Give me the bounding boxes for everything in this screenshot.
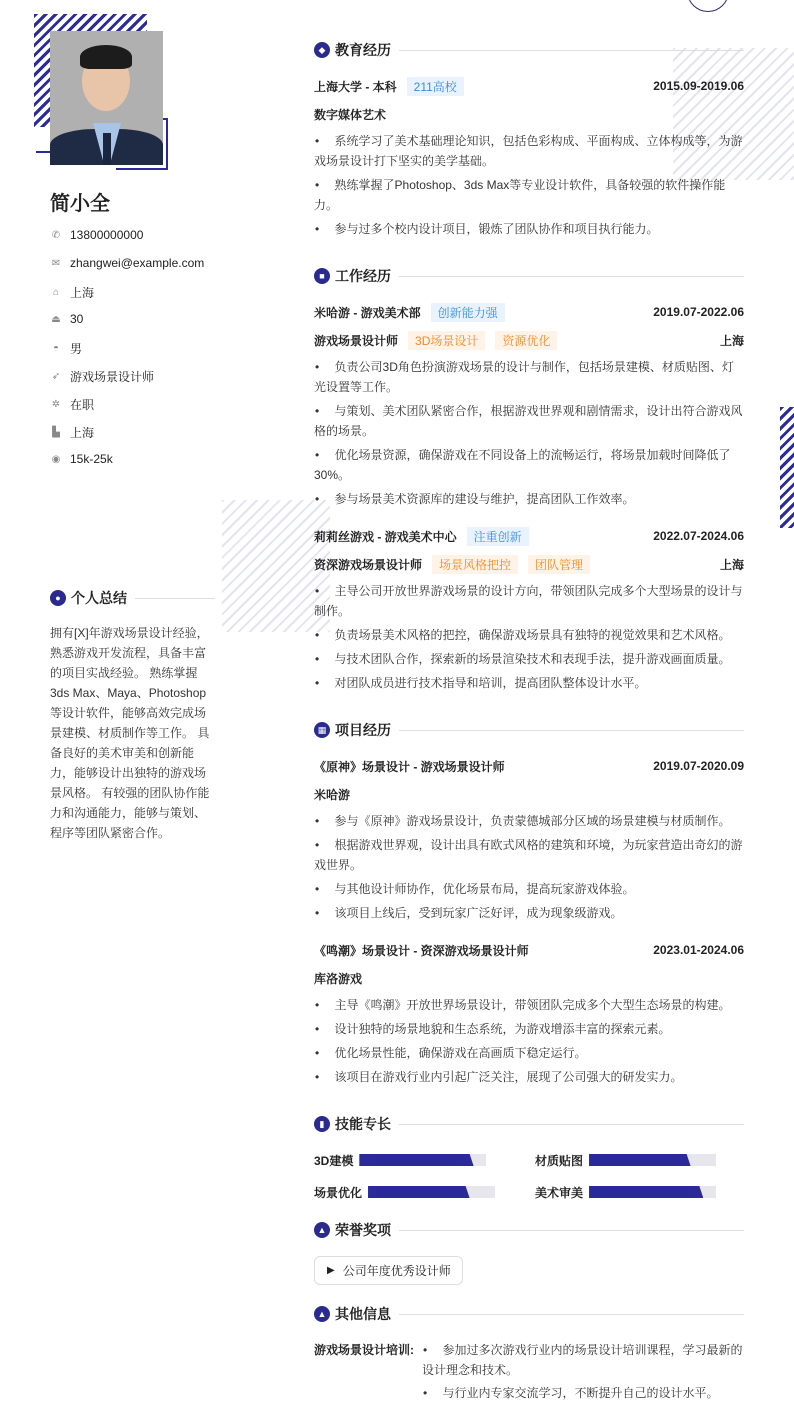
status-icon: ✲ (51, 399, 61, 410)
list-item: • 负责场景美术风格的把控，确保游戏场景具有独特的视觉效果和艺术风格。 (315, 628, 731, 642)
skill-bar (589, 1154, 716, 1166)
person-icon: ◓ (52, 343, 60, 354)
skills-heading (314, 1114, 744, 1134)
graduation-cap-icon: ◆ (314, 42, 330, 58)
phone-icon: ✆ (51, 229, 61, 241)
job-company: 莉莉丝游戏 - 游戏美术中心 (314, 529, 457, 544)
list-item: • 根据游戏世界观，设计出具有欧式风格的建筑和环境，为玩家营造出奇幻的游戏世界。 (314, 838, 743, 872)
education-date: 2015.09-2019.06 (653, 79, 744, 93)
skill-bar (368, 1186, 495, 1198)
job-city: 上海 (719, 333, 744, 348)
list-item: • 与技术团队合作，探索新的场景渲染技术和表现手法，提升游戏画面质量。 (315, 652, 731, 666)
project-date: 2019.07-2020.09 (653, 759, 744, 773)
other-title: 其他信息 (335, 1306, 391, 1322)
list-item: • 对团队成员进行技术指导和培训，提高团队整体设计水平。 (315, 676, 647, 690)
skill-bar-fill (589, 1186, 703, 1198)
projects-section (314, 720, 744, 1091)
skill-item: 材质贴图 (535, 1152, 716, 1168)
award-item[interactable] (314, 1256, 463, 1285)
skill-item: 美术审美 (535, 1184, 716, 1200)
project-name: 《原神》场景设计 - 游戏场景设计师 (314, 759, 505, 774)
profile-name: 简小全 (50, 193, 110, 215)
awards-title: 荣誉奖项 (335, 1222, 391, 1238)
list-item: • 与策划、美术团队紧密合作，根据游戏世界观和剧情需求，设计出符合游戏风格的场景。 (314, 404, 743, 438)
play-icon: ▶ (327, 1265, 335, 1276)
grid-icon: ▦ (314, 722, 330, 738)
job-company: 米哈游 - 游戏美术部 (314, 305, 421, 320)
education-section (314, 40, 744, 243)
list-item: • 优化场景性能，确保游戏在高画质下稳定运行。 (315, 1046, 587, 1060)
school-name: 上海大学 - 本科 (314, 79, 397, 94)
job-role: 资深游戏场景设计师 (314, 557, 423, 572)
age-text: 30 (70, 312, 84, 326)
skill-bar (589, 1186, 716, 1198)
skill-item: 场景优化 (314, 1184, 495, 1200)
other-heading (314, 1304, 744, 1324)
job-date: 2019.07-2022.06 (653, 305, 744, 319)
info-position (50, 368, 154, 385)
info-phone (50, 228, 143, 242)
job-role: 游戏场景设计师 (314, 333, 399, 348)
user-icon: ● (50, 590, 66, 606)
skill-bar-fill (368, 1186, 470, 1198)
email-text: zhangwei@example.com (70, 256, 205, 270)
award-icon: ▲ (314, 1222, 330, 1238)
project-name: 《鸣潮》场景设计 - 资深游戏场景设计师 (314, 943, 529, 958)
project-date: 2023.01-2024.06 (653, 943, 744, 957)
list-item: • 参与过多个校内设计项目，锻炼了团队协作和项目执行能力。 (315, 222, 659, 236)
info-email (50, 256, 204, 270)
education-title: 教育经历 (335, 42, 391, 58)
list-item: • 系统学习了美术基础理论知识，包括色彩构成、平面构成、立体构成等，为游戏场景设计打下坚实的美学基础。 (314, 134, 743, 168)
major: 数字媒体艺术 (314, 107, 387, 122)
phone-text: 13800000000 (70, 228, 144, 242)
list-item: • 设计独特的场景地貌和生态系统，为游戏增添丰富的探索元素。 (315, 1022, 671, 1036)
other-item (314, 1340, 744, 1407)
project-company: 米哈游 (314, 787, 351, 802)
decor-circle (687, 0, 729, 12)
avatar (50, 31, 163, 165)
info-salary (50, 452, 113, 466)
award-label: 公司年度优秀设计师 (342, 1264, 451, 1278)
skills-title: 技能专长 (335, 1116, 391, 1132)
job-tag: 注重创新 (467, 527, 529, 546)
skill-item: 3D建模 (314, 1152, 486, 1168)
summary-title: 个人总结 (71, 590, 127, 606)
money-icon: ◉ (51, 453, 61, 465)
awards-heading (314, 1220, 744, 1240)
skill-tag: 资源优化 (495, 331, 557, 350)
info-icon: ▲ (314, 1306, 330, 1322)
mail-icon: ✉ (51, 257, 61, 269)
briefcase-icon: ■ (314, 268, 330, 284)
list-item: • 参与场景美术资源库的建设与维护，提高团队工作效率。 (315, 492, 635, 506)
work-section (314, 266, 744, 697)
send-icon: ➶ (51, 371, 61, 382)
job-tag: 创新能力强 (431, 303, 505, 322)
skill-tag: 3D场景设计 (408, 331, 485, 350)
summary-heading (50, 588, 215, 608)
list-item: • 与其他设计师协作，优化场景布局，提高玩家游戏体验。 (315, 882, 635, 896)
school-tag: 211高校 (407, 77, 464, 96)
skill-bar-fill (589, 1154, 691, 1166)
list-item: • 参加过多次游戏行业内的场景设计培训课程，学习最新的设计理念和技术。 (422, 1343, 743, 1377)
info-location (50, 284, 94, 301)
skill-tag: 场景风格把控 (432, 555, 518, 574)
location-text: 上海 (70, 286, 95, 300)
list-item: • 负责公司3D角色扮演游戏场景的设计与制作，包括场景建模、材质贴图、灯光设置等工作。 (314, 360, 734, 394)
position-text: 游戏场景设计师 (70, 370, 155, 384)
list-item: • 该项目在游戏行业内引起广泛关注，展现了公司强大的研发实力。 (315, 1070, 683, 1084)
work-title: 工作经历 (335, 268, 391, 284)
list-item: • 主导公司开放世界游戏场景的设计方向，带领团队完成多个大型场景的设计与制作。 (314, 584, 743, 618)
list-item: • 该项目上线后，受到玩家广泛好评，成为现象级游戏。 (315, 906, 623, 920)
cake-icon: ⏏ (51, 313, 61, 325)
home-icon: ⌂ (52, 287, 60, 298)
job-city: 上海 (719, 557, 744, 572)
other-label: 游戏场景设计培训: (314, 1343, 414, 1357)
salary-text: 15k-25k (70, 452, 113, 466)
chart-icon: ▮ (314, 1116, 330, 1132)
decor-hatch-strip (780, 407, 794, 528)
status-text: 在职 (70, 398, 95, 412)
list-item: • 主导《鸣潮》开放世界场景设计，带领团队完成多个大型生态场景的构建。 (315, 998, 731, 1012)
gender-text: 男 (70, 342, 83, 356)
projects-title: 项目经历 (335, 722, 391, 738)
list-item: • 与行业内专家交流学习，不断提升自己的设计水平。 (423, 1386, 719, 1400)
list-item: • 熟练掌握了Photoshop、3ds Max等专业设计软件，具备较强的软件操作能力。 (314, 178, 726, 212)
list-item: • 参与《原神》游戏场景设计，负责蒙德城部分区域的场景建模与材质制作。 (315, 814, 731, 828)
list-item: • 优化场景资源，确保游戏在不同设备上的流畅运行，将场景加载时间降低了30%。 (314, 448, 731, 482)
job-date: 2022.07-2024.06 (653, 529, 744, 543)
skill-tag: 团队管理 (528, 555, 590, 574)
info-city (50, 424, 94, 441)
summary-text: 拥有[X]年游戏场景设计经验，熟悉游戏开发流程，具备丰富的项目实战经验。 熟练掌握3ds Max、Maya、Photoshop等设计软件，能够高效完成场景建模、材质制作等工作。 具备良好的美术审美和创新能力，能够设计出独特的游戏场景风格。 有较强的团队协作能力和沟通能力，能够与策划、程序等团队紧密合作。 (50, 626, 210, 840)
building-icon: ▙ (52, 427, 60, 438)
info-status (50, 396, 94, 413)
skill-bar-fill (359, 1154, 473, 1166)
info-age (50, 312, 83, 326)
city-text: 上海 (70, 426, 95, 440)
project-company: 库洛游戏 (314, 971, 363, 986)
info-gender (50, 340, 82, 357)
education-bullets (314, 131, 744, 239)
skill-bar (359, 1154, 486, 1166)
